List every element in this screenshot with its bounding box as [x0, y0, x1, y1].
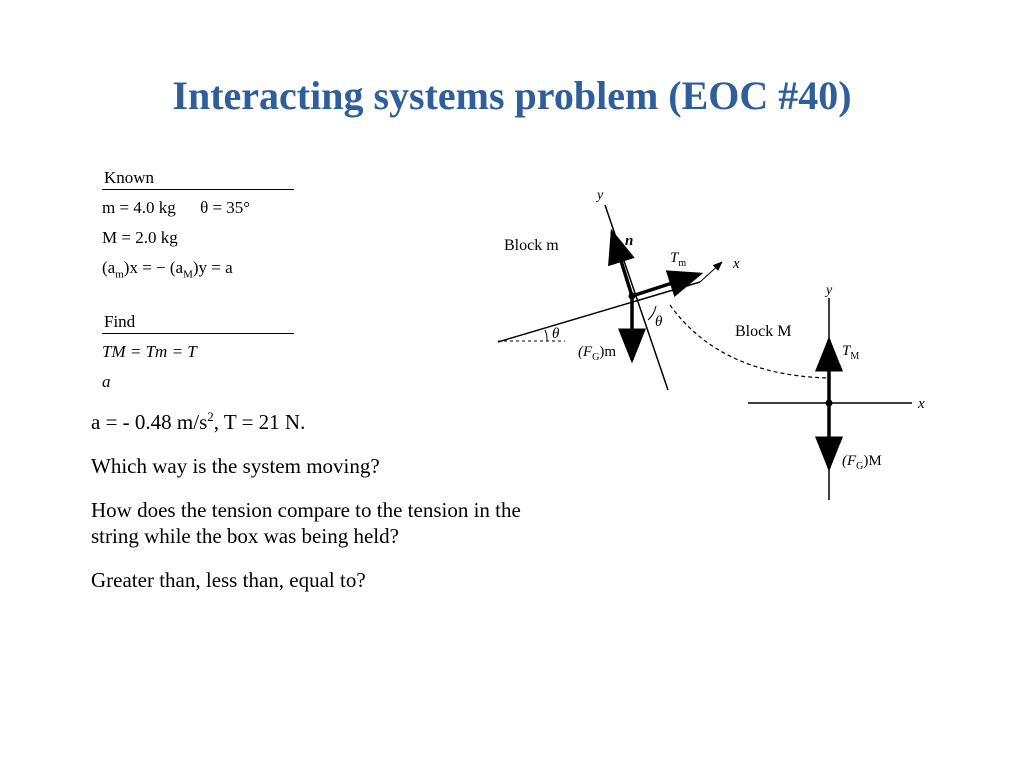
question-direction: Which way is the system moving?: [91, 454, 380, 478]
find-tension: TM = Tm = T: [102, 342, 197, 361]
known-heading: Known: [104, 168, 155, 187]
block-M-fbd: [735, 283, 925, 500]
block-M-label: Block M: [735, 323, 792, 340]
slide-title: Interacting systems problem (EOC #40): [172, 73, 852, 118]
block-m-fbd: [498, 188, 740, 390]
known-mass-M: M = 2.0 kg: [102, 228, 178, 247]
tension-m-label: $T_m$: [670, 250, 687, 269]
known-mass-m: m = 4.0 kg θ = 35°: [102, 198, 251, 217]
block-M-x-label: x: [918, 396, 925, 412]
string-path: [670, 305, 828, 378]
block-m-point: [629, 293, 636, 300]
gravity-M-label: $(F_G)M$: [842, 453, 882, 472]
normal-force-label: n: [625, 233, 634, 249]
answer-line: a = - 0.48 $m/s^2$, T = 21 N.: [91, 409, 306, 434]
theta-right-label: θ: [655, 314, 663, 330]
theta-left-label: θ: [552, 326, 560, 342]
find-heading: Find: [104, 312, 136, 331]
block-M-y-label: y: [826, 283, 833, 298]
block-m-y-label: y: [597, 188, 604, 203]
block-m-y-axis: [605, 205, 668, 390]
theta-arc-left: [545, 330, 547, 341]
question-tension-compare: How does the tension compare to the tension in the string while the box was being held?: [91, 498, 521, 548]
tension-M-label: $T_M$: [842, 343, 860, 362]
known-theta: θ = 35°: [200, 198, 251, 217]
block-m-x-axis-tip: [700, 262, 722, 282]
question-options: Greater than, less than, equal to?: [91, 568, 366, 592]
known-acceleration-relation: $(a_m)x$ = − $(a_M)y = a$: [102, 258, 233, 281]
block-M-point: [826, 400, 833, 407]
find-acceleration: a: [102, 372, 111, 391]
gravity-m-label: $(F_G)m$: [578, 344, 617, 363]
block-m-x-axis: [498, 282, 700, 342]
block-m-label: Block m: [504, 237, 559, 254]
block-m-x-label: x: [733, 256, 740, 272]
